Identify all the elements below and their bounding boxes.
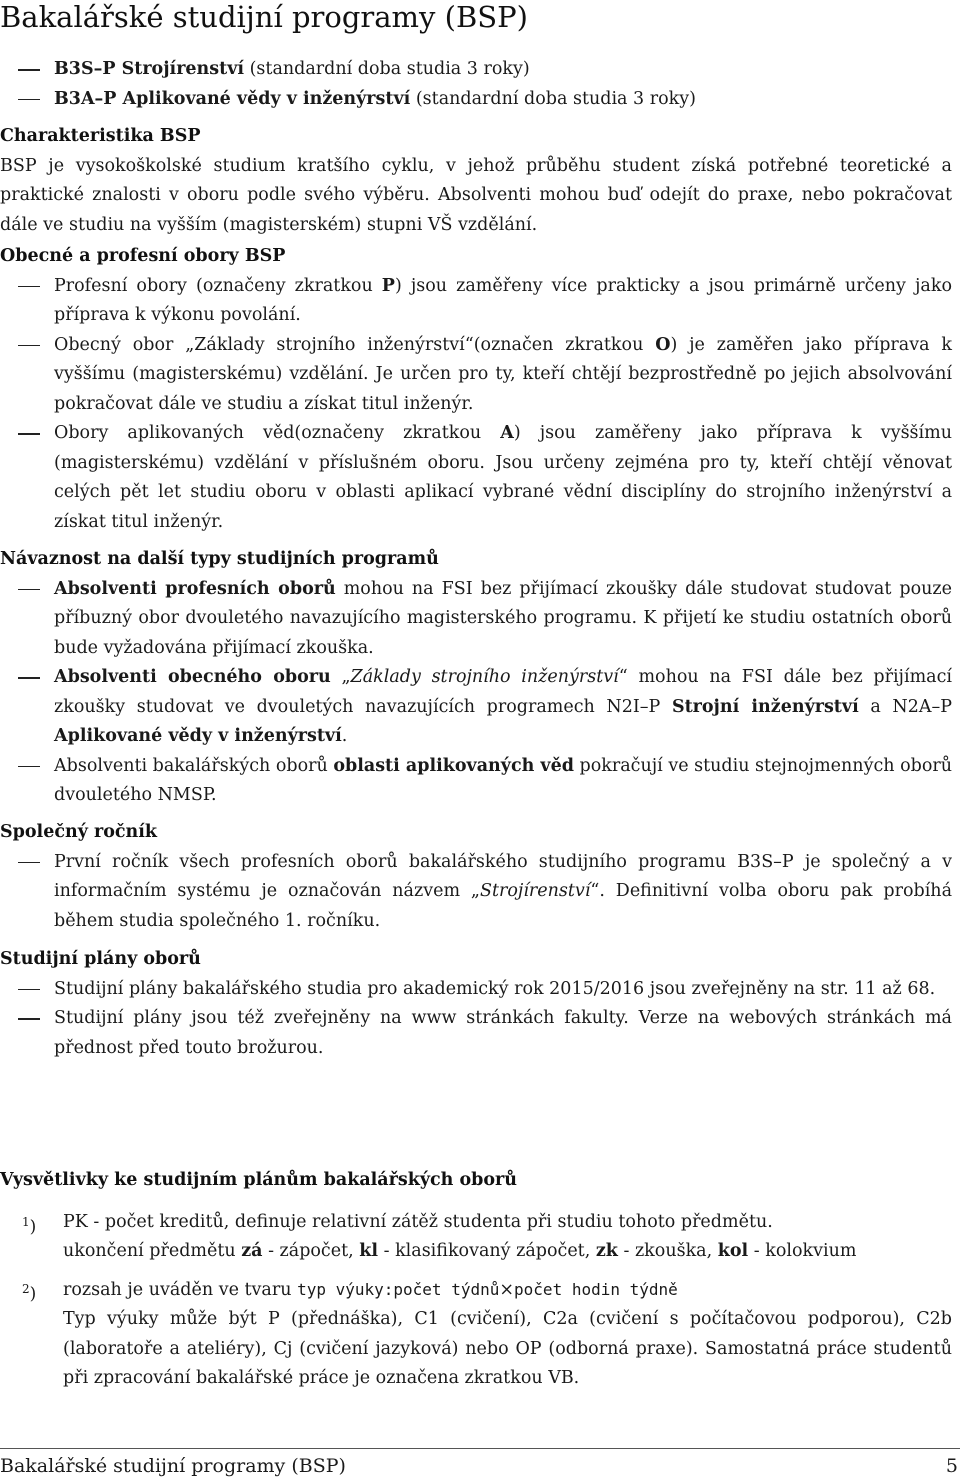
section-common-year (0, 818, 952, 936)
program-note: (standardní doba studia 3 roky) (415, 88, 696, 109)
text: Obecný obor „Základy strojního inženýrství“(označen zkratkou (54, 334, 656, 355)
list-item: Studijní plány bakalářského studia pro akademický rok 2015/2016 jsou zveřejněny na str. 11 až 68. (0, 975, 952, 1005)
text: ) jsou zaměřeny více prakticky a jsou primárně určeny jako příprava k výkonu povolání. (54, 275, 952, 325)
text: Typ výuky může být P (přednáška), C1 (cvičení), C2a (cvičení s počítačovou podporou), C2b (laboratoře a ateliéry), Cj (cvičení jazyková) nebo OP (odborná praxe). Samostatná práce studentů při zpracování bakalářské práce je označena zkratkou VB. (63, 1309, 952, 1388)
text: . (341, 726, 348, 746)
footnote-number: 2 (22, 1281, 30, 1296)
footnote-mark: $^1$) (22, 1214, 37, 1237)
program-note: (standardní doba studia 3 roky) (249, 59, 530, 79)
program-list (0, 55, 952, 114)
abbrev: zá (241, 1241, 263, 1261)
text: Obory aplikovaných věd(označeny zkratkou (54, 423, 501, 443)
page-number: 5 (945, 1455, 958, 1477)
footnote-number: 1 (22, 1214, 30, 1229)
footer-divider (0, 1448, 960, 1449)
program-code: B3A–P Aplikované vědy v inženýrství (54, 88, 411, 109)
code-text: počet hodin týdně (514, 1279, 678, 1299)
list-item (0, 272, 952, 331)
abbrev: A (500, 423, 514, 443)
text-bold: Aplikované vědy v inženýrství (54, 726, 342, 746)
section-heading: Obecné a profesní obory BSP (0, 246, 286, 266)
text: „ (330, 667, 351, 687)
list-item (0, 663, 952, 752)
text: - zápočet, (262, 1241, 360, 1261)
section-study-plans (0, 945, 952, 1063)
text-bold: Strojní inženýrství (671, 696, 859, 717)
text: Absolventi bakalářských oborů (54, 755, 334, 776)
list-item (0, 848, 952, 937)
text-line (63, 1237, 952, 1267)
paragraph: BSP je vysokoškolské studium kratšího cyklu, v jehož průběhu student získá potřebné teoretické a praktické znalosti v oboru podle svého výběru. Absolventi mohou buď odejít do praxe, nebo pokračovat dále ve studiu na vyšším (magisterském) stupni VŠ vzdělání. (0, 155, 952, 235)
list-item: Studijní plány jsou též zveřejněny na www stránkách fakulty. Verze na webových stránkách má přednost před touto brožurou. (0, 1004, 952, 1063)
text-bold: Absolventi profesních oborů (54, 578, 336, 599)
text: mohou na FSI dále bez přijímací zkoušky studovat ve dvouletých navazujících programech N2I–P (54, 667, 953, 717)
text: “. Definitivní volba oboru pak probíhá během studia společného 1. ročníku. (54, 881, 952, 931)
text-line (63, 1275, 952, 1306)
section-heading: Vysvětlivky ke studijním plánům bakalářských oborů (0, 1170, 518, 1190)
footnote-2 (0, 1275, 952, 1394)
text-bold: Absolventi obecného oboru (54, 667, 331, 687)
section-characteristics (0, 122, 952, 240)
section-explanations (0, 1166, 952, 1394)
text: ukončení předmětu (63, 1241, 242, 1261)
list-item (0, 752, 952, 811)
text: rozsah je uváděn ve tvaru (63, 1279, 298, 1300)
text: ) jsou zaměřeny jako příprava k vyššímu (magisterskému) vzdělání v příslušném oboru. Jsou určeny zejména pro ty, kteří chtějí věnovat celých pět let studiu oboru v oblasti aplikací vybrané vědní disciplíny do strojního inženýrství a získat titul inženýr. (54, 423, 952, 532)
footnote-mark: $^2$) (22, 1281, 37, 1304)
section-fields (0, 242, 952, 537)
text-italic: Základy strojního inženýrství (350, 667, 619, 687)
section-heading: Společný ročník (0, 822, 158, 842)
section-heading: Studijní plány oborů (0, 949, 201, 969)
abbrev: kl (359, 1241, 379, 1261)
text: - kolokvium (748, 1241, 857, 1261)
text: ) je zaměřen jako příprava k vyššímu (magisterskému) vzdělání. Je určen pro ty, kteří chtějí bezprostředně po jejich absolvování pokračovat dále ve studiu a získat titul inženýr. (54, 334, 952, 414)
footer-title: Bakalářské studijní programy (BSP) (0, 1455, 346, 1477)
section-continuation (0, 545, 952, 811)
text: mohou na FSI bez přijímací zkoušky dále studovat studovat pouze příbuzný obor dvouletého navazujícího magisterského programu. K přijetí ke studiu ostatních oborů bude vyžadována přijímací zkouška. (54, 578, 952, 658)
section-heading: Návaznost na další typy studijních programů (0, 549, 439, 569)
text: “ (618, 667, 628, 687)
abbrev: kol (717, 1241, 749, 1261)
text: Profesní obory (označeny zkratkou (54, 275, 382, 296)
list-item (0, 419, 952, 537)
program-code: B3S–P Strojírenství (54, 59, 245, 79)
text-bold: oblasti aplikovaných věd (333, 755, 574, 776)
text: První ročník všech profesních oborů bakalářského studijního programu B3S–P je společný a v informačním systému je označován názvem „ (54, 851, 952, 901)
page-title: Bakalářské studijní programy (BSP) (0, 0, 528, 34)
abbrev: O (655, 334, 671, 355)
abbrev: zk (595, 1241, 618, 1261)
abbrev: P (381, 275, 395, 296)
text: - zkouška, (617, 1241, 718, 1261)
footnote-1 (0, 1208, 952, 1267)
text: - klasifikovaný zápočet, (378, 1241, 596, 1261)
times-symbol: × (499, 1279, 515, 1300)
section-heading: Charakteristika BSP (0, 126, 201, 146)
code-text: typ výuky:počet týdnů (297, 1279, 500, 1299)
text: a N2A–P (858, 696, 953, 717)
text: PK - počet kreditů, definuje relativní zátěž studenta při studiu tohoto předmětu. (63, 1211, 773, 1232)
list-item (0, 85, 952, 115)
text-italic: Strojírenství (479, 881, 591, 901)
list-item (0, 575, 952, 664)
list-item (0, 55, 952, 85)
list-item (0, 331, 952, 420)
text: pokračují ve studiu stejnojmenných oborů dvouletého NMSP. (54, 755, 953, 805)
